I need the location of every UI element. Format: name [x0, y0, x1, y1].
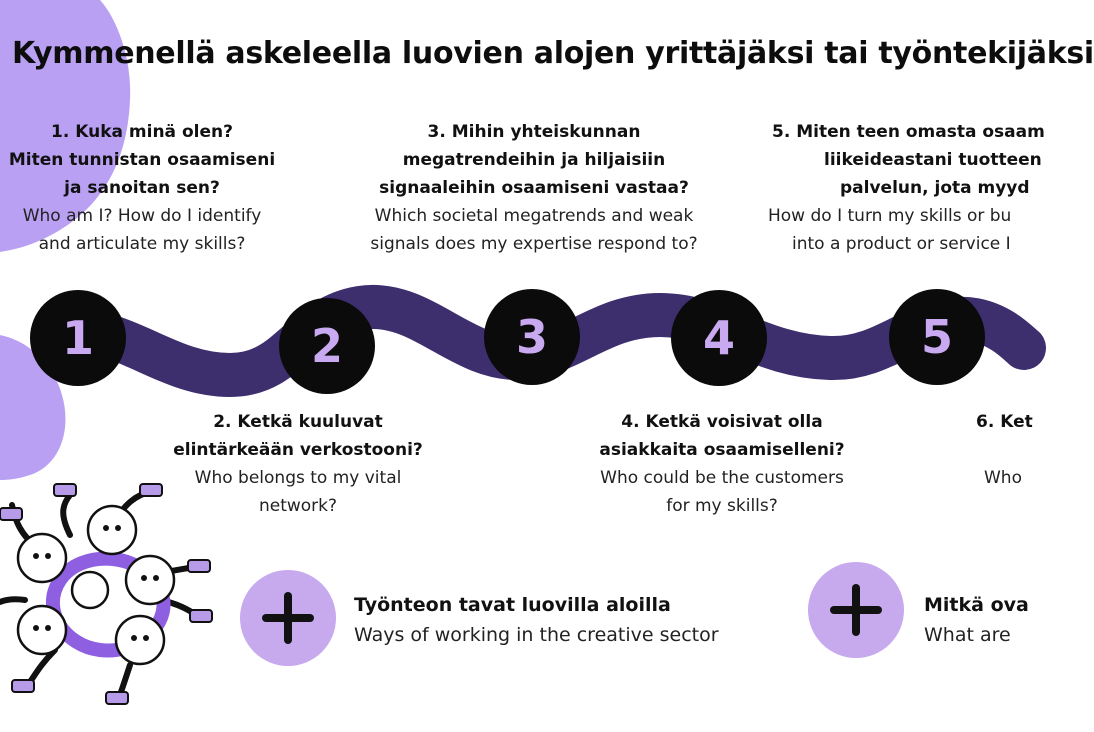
step-3-text: 3. Mihin yhteiskunnan megatrendeihin ja hiljaisiin signaaleihin osaamiseni vastaa? Which societal megatrends and weak signals does my expertise respond to?	[370, 122, 698, 254]
step-1-text: 1. Kuka minä olen? Miten tunnistan osaamiseni ja sanoitan sen? Who am I? How do I identify and articulate my skills?	[8, 122, 276, 254]
topic-1-text: Työnteon tavat luovilla aloilla Ways of working in the creative sector	[354, 594, 719, 646]
topic-1-plus-button[interactable]	[240, 570, 336, 666]
step-3-marker[interactable]: 3	[484, 289, 580, 385]
step-4-text: 4. Ketkä voisivat olla asiakkaita osaamiselleni? Who could be the customers for my skills?	[599, 412, 845, 516]
topic-2-plus-button[interactable]	[808, 562, 904, 658]
plus-icon	[258, 588, 318, 648]
topic-2-text: Mitkä ova What are	[924, 594, 1029, 646]
step-5-marker[interactable]: 5	[889, 289, 985, 385]
page-title: Kymmenellä askeleella luovien alojen yrittäjäksi tai työntekijäksi	[12, 36, 1094, 71]
step-2-text: 2. Ketkä kuuluvat elintärkeään verkostooni? Who belongs to my vital network?	[173, 412, 423, 516]
step-5-text: 5. Miten teen omasta osaam liikeideastani tuotteen palvelun, jota myyd How do I turn my skills or bu into a product or service I	[768, 122, 1045, 254]
step-6-text: 6. Ket Who	[976, 412, 1033, 488]
plus-icon	[826, 580, 886, 640]
people-circle-illustration	[0, 480, 240, 710]
step-4-marker[interactable]: 4	[671, 290, 767, 386]
step-2-marker[interactable]: 2	[279, 298, 375, 394]
step-1-marker[interactable]: 1	[30, 290, 126, 386]
